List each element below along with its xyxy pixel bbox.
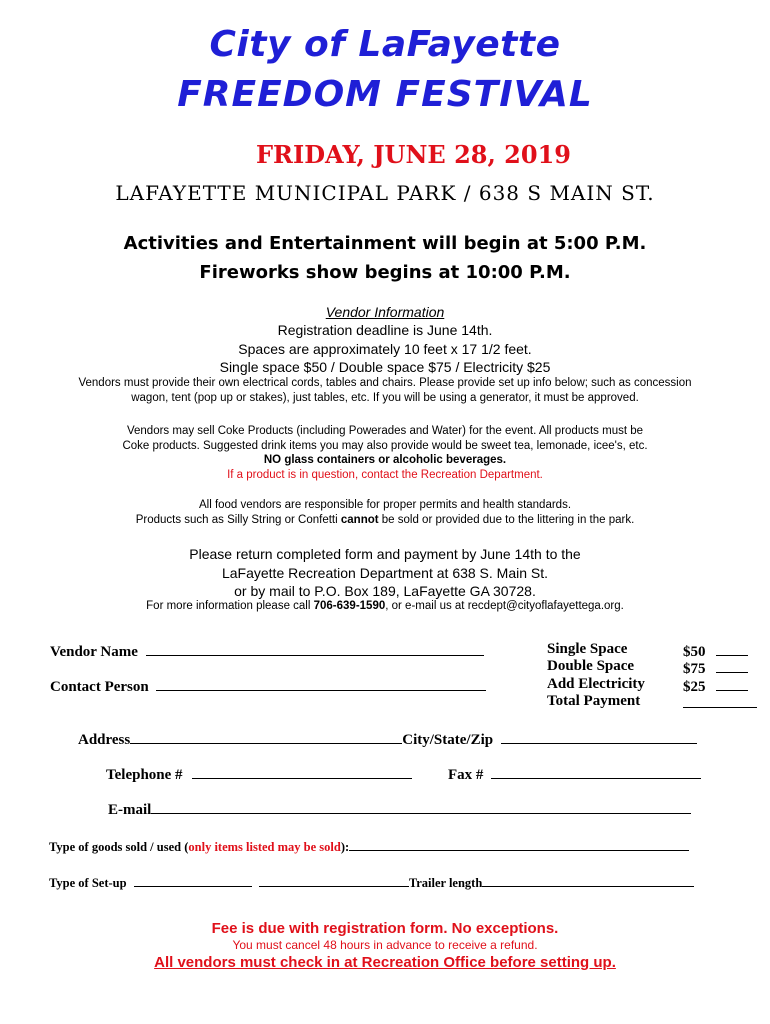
add-electricity-label: Add Electricity [547,676,645,692]
fee-notice: Fee is due with registration form. No exceptions. [211,920,559,937]
setup-line-2[interactable] [259,872,409,887]
contact-person-label: Contact Person [50,679,149,695]
checkin-notice: All vendors must check in at Recreation Office before setting up. [154,954,616,971]
spaces-text: Spaces are approximately 10 feet x 17 1/2 feet. [238,341,532,357]
fax-line[interactable] [491,764,701,779]
contact-person-field[interactable] [50,676,486,696]
telephone-field[interactable] [106,764,412,784]
fireworks-time: Fireworks show begins at 10:00 P.M. [199,262,571,283]
total-payment-label: Total Payment [547,693,641,709]
vendor-name-line[interactable] [146,641,484,656]
setup-line-1[interactable] [134,872,252,887]
electricity-price[interactable]: $25 [683,676,748,696]
city-state-zip-label: City/State/Zip [402,732,494,748]
email-line[interactable] [151,799,691,814]
address-field[interactable] [78,729,697,749]
city-state-zip-line[interactable] [501,729,697,744]
prices-text: Single space $50 / Double space $75 / Electricity $25 [219,359,551,375]
contact-person-line[interactable] [156,676,486,691]
provide-text-1: Vendors must provide their own electrical cords, tables and chairs. Please provide set up info below; such as concession [78,377,692,389]
telephone-label: Telephone # [106,767,183,783]
coke-text-1: Vendors may sell Coke Products (including Powerades and Water) for the event. All products must be [126,425,644,437]
goods-line[interactable] [349,836,689,851]
fax-field[interactable] [448,764,701,784]
total-payment-line[interactable] [683,693,757,713]
goods-field[interactable]: Type of goods sold / used (only items listed may be sold): [49,836,689,855]
vendor-name-field[interactable] [50,641,484,661]
coke-text-2: Coke products. Suggested drink items you may also provide would be sweet tea, lemonade, icee's, etc. [122,440,648,452]
cancel-notice: You must cancel 48 hours in advance to receive a refund. [232,938,538,952]
email-field[interactable] [108,799,691,819]
return-text-2: LaFayette Recreation Department at 638 S. Main St. [221,565,549,581]
trailer-line[interactable] [482,872,694,887]
more-info-text: For more information please call 706-639-1590, or e-mail us at recdept@cityoflafayettega.org. [146,600,624,612]
silly-string-text: Products such as Silly String or Confetti cannot be sold or provided due to the littering in the park. [135,514,635,526]
telephone-line[interactable] [192,764,412,779]
double-space-price[interactable]: $75 [683,658,748,678]
address-line[interactable] [130,729,402,744]
activities-time: Activities and Entertainment will begin at 5:00 P.M. [123,233,647,254]
no-glass-text: NO glass containers or alcoholic beverages. [263,454,507,466]
vendor-name-label: Vendor Name [50,644,138,660]
trailer-label: Trailer length [408,876,483,890]
title-city: City of LaFayette [209,24,561,65]
single-space-price[interactable]: $50 [683,641,748,661]
address-label: Address [78,732,131,748]
return-text-3: or by mail to P.O. Box 189, LaFayette GA 30728. [234,583,536,599]
return-text-1: Please return completed form and payment by June 14th to the [189,546,581,562]
question-text: If a product is in question, contact the Recreation Department. [227,469,543,481]
double-space-label: Double Space [547,658,635,674]
permits-text: All food vendors are responsible for proper permits and health standards. [198,499,572,511]
vendor-info-heading: Vendor Information [325,304,445,320]
fax-label: Fax # [448,767,484,783]
title-festival: FREEDOM FESTIVAL [177,74,593,115]
single-space-label: Single Space [547,641,628,657]
event-date: FRIDAY, JUNE 28, 2019 [256,140,571,169]
event-location: LAFAYETTE MUNICIPAL PARK / 638 S MAIN ST. [115,181,655,205]
deadline-text: Registration deadline is June 14th. [277,322,493,338]
provide-text-2: wagon, tent (pop up or stakes), just tables, etc. If you will be using a generator, it must be approved. [131,392,639,404]
setup-field[interactable]: Type of Set-up Trailer length [49,872,694,891]
email-label: E-mail [108,802,152,818]
